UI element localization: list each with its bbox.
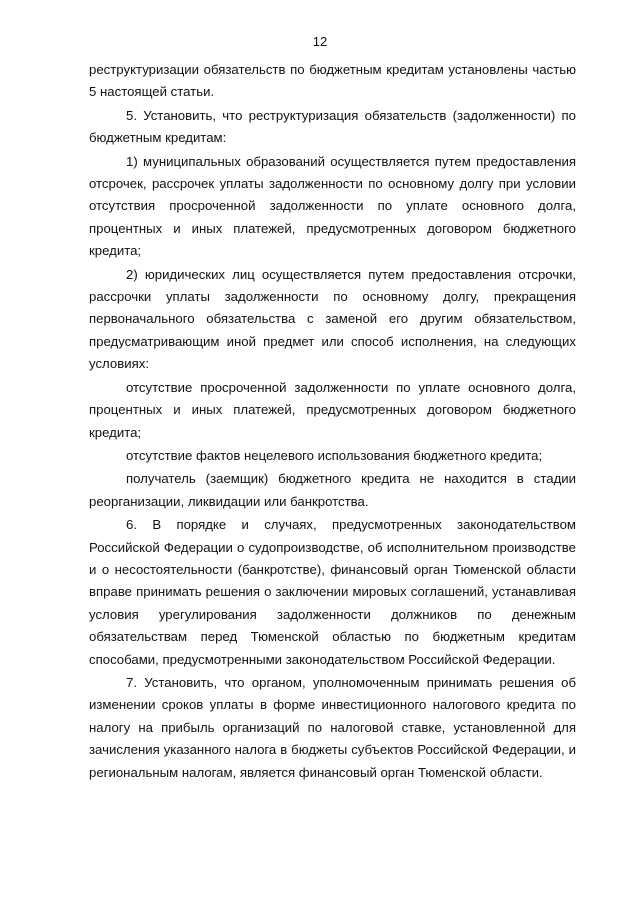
paragraph-continuation: реструктуризации обязательств по бюджетным кредитам установлены частью 5 настоящей статьи. (89, 62, 576, 100)
paragraph-subitem-2: 2) юридических лиц осуществляется путем предоставления отсрочки, рассрочки уплаты задолженности по основному долгу, прекращения первоначального обязательства с заменой его другим обязательством, предусматривающим иной предмет или способ исполнения, на следующих условиях: (89, 266, 576, 372)
paragraph-subitem-1: 1) муниципальных образований осуществляется путем предоставления отсрочек, рассрочек уплаты задолженности по основному долгу при условии отсутствия просроченной задолженности по уплате основного долга, процентных и иных платежей, предусмотренных договором бюджетного кредита; (89, 153, 576, 259)
paragraph-condition-1: отсутствие просроченной задолженности по уплате основного долга, процентных и иных платежей, предусмотренных договором бюджетного кредита; (89, 379, 576, 440)
paragraph-condition-2: отсутствие фактов нецелевого использования бюджетного кредита; (126, 447, 543, 463)
paragraph-item-6: 6. В порядке и случаях, предусмотренных законодательством Российской Федерации о судопроизводстве, об исполнительном производстве и о несостоятельности (банкротстве), финансовый орган Тюменской области вправе принимать решения о заключении мировых соглашений, устанавливая условия урегулирования задолженности должников по денежным обязательствам перед Тюменской областью по бюджетным кредитам способами, предусмотренными законодательством Российской Федерации. (89, 517, 576, 667)
page-number: 12 (312, 34, 328, 49)
paragraph-item-5: 5. Установить, что реструктуризация обязательств (задолженности) по бюджетным кредитам: (89, 107, 576, 146)
paragraph-item-7: 7. Установить, что органом, уполномоченным принимать решения об изменении сроков уплаты в форме инвестиционного налогового кредита по налогу на прибыль организаций по налоговой ставке, установленной для зачисления указанного налога в бюджеты субъектов Российской Федерации, и региональным налогам, является финансовый орган Тюменской области. (89, 674, 576, 780)
paragraph-condition-3: получатель (заемщик) бюджетного кредита не находится в стадии реорганизации, ликвидации или банкротства. (89, 471, 576, 509)
document-body (89, 59, 576, 785)
